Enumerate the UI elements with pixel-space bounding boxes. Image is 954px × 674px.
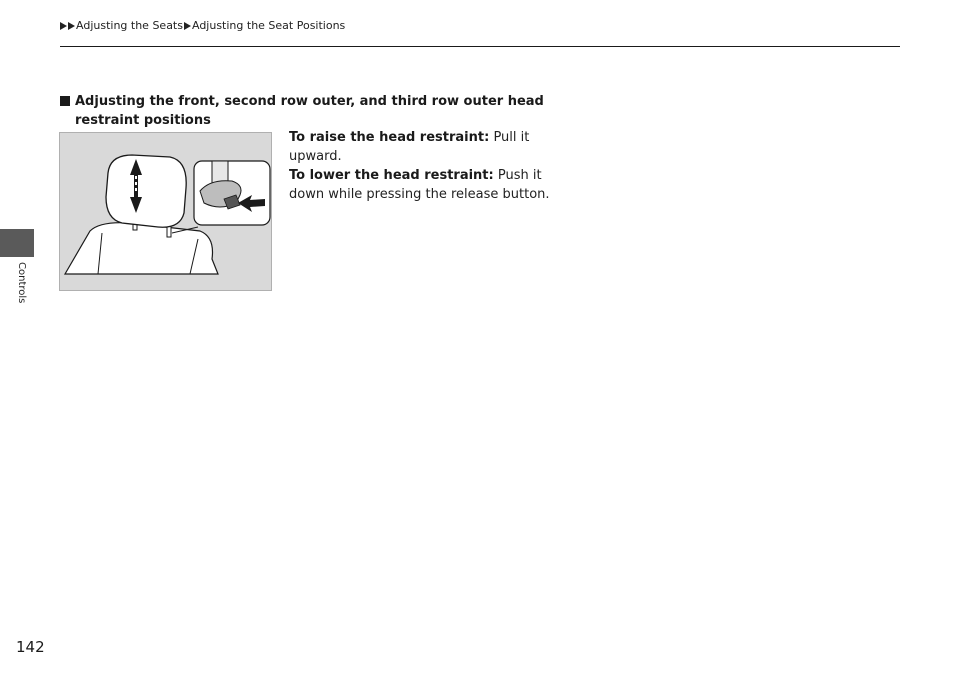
- lower-label: To lower the head restraint:: [289, 168, 494, 183]
- lower-text: Push it down while pressing the release button.: [289, 168, 550, 202]
- chapter-tab-marker: [0, 229, 34, 257]
- breadcrumb-item-adjusting-seats[interactable]: Adjusting the Seats: [76, 19, 183, 32]
- breadcrumb-item-seat-positions[interactable]: Adjusting the Seat Positions: [191, 19, 346, 32]
- raise-text: Pull it upward.: [289, 130, 530, 164]
- breadcrumb: [60, 19, 346, 32]
- breadcrumb-arrow-icon: [60, 22, 67, 30]
- head-restraint-illustration: [59, 132, 272, 291]
- breadcrumb-arrow-icon: [184, 22, 191, 30]
- head-restraint-drawing: [60, 133, 272, 291]
- page-number: 142: [16, 638, 45, 656]
- breadcrumb-arrow-icon: [68, 22, 75, 30]
- raise-label: To raise the head restraint:: [289, 130, 490, 145]
- instructions: [289, 128, 579, 204]
- section-heading: [60, 92, 580, 130]
- lower-instruction: [289, 166, 579, 204]
- chapter-tab-label: Controls: [16, 262, 27, 304]
- raise-instruction: [289, 128, 579, 166]
- header-rule: [60, 46, 900, 47]
- section-title: Adjusting the front, second row outer, and third row outer head restraint positions: [75, 94, 544, 128]
- square-bullet-icon: [60, 96, 70, 106]
